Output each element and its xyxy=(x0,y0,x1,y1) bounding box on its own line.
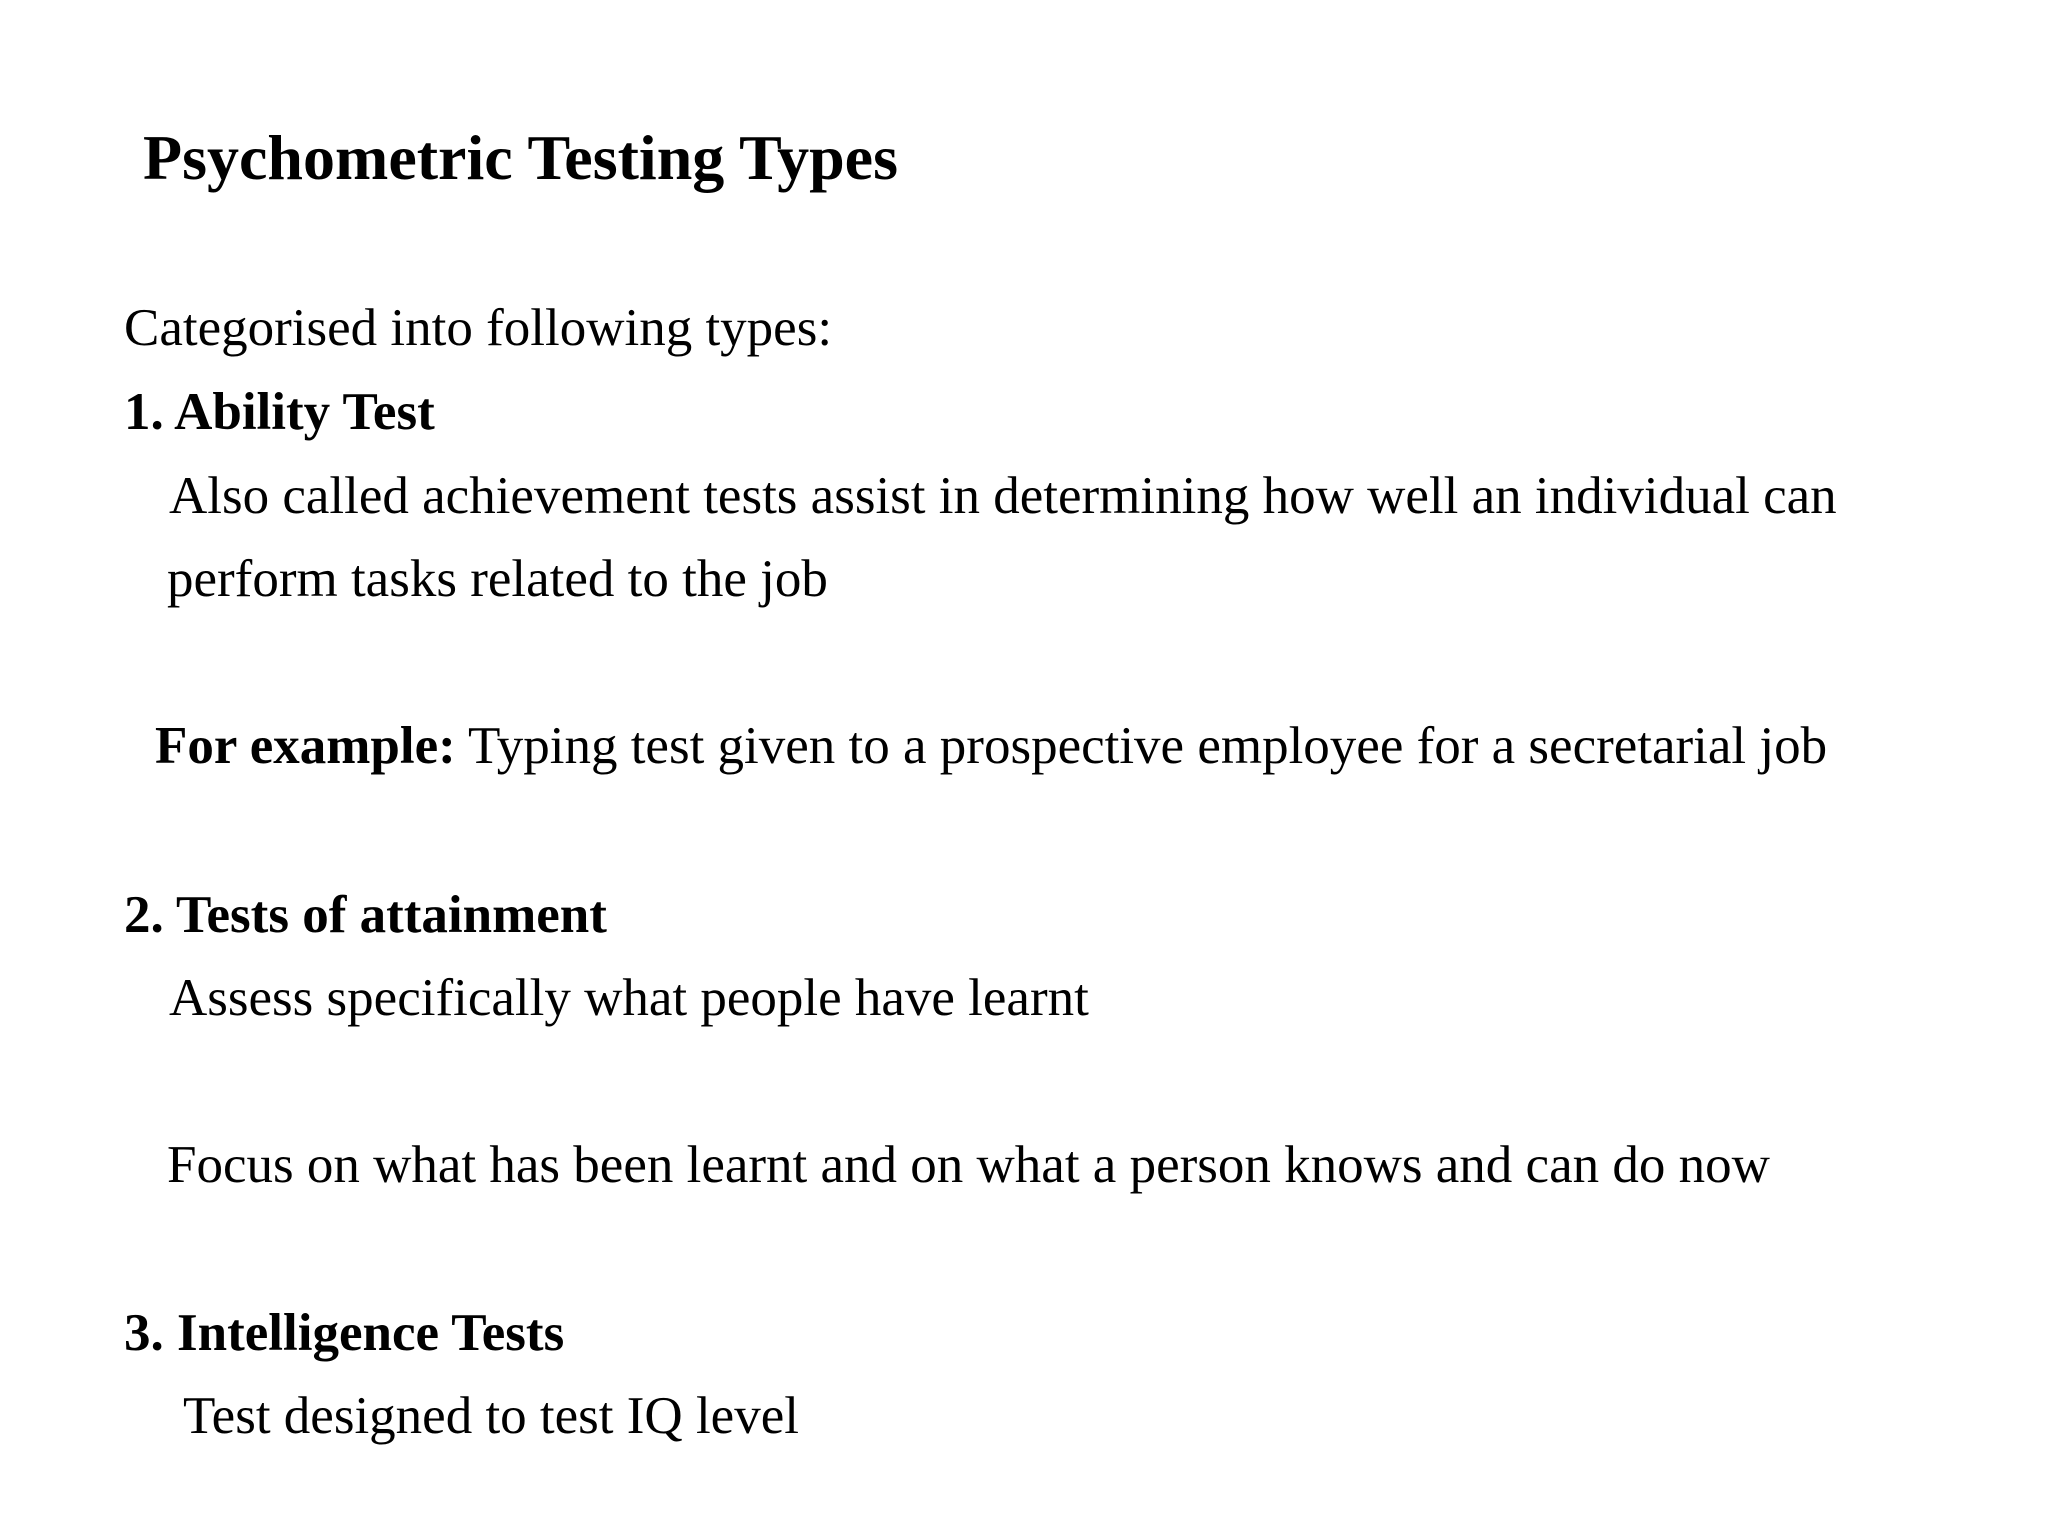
ability-test-description-line-1: Also called achievement tests assist in determining how well an individual can xyxy=(169,467,1837,525)
section-heading-tests-of-attainment: 2. Tests of attainment xyxy=(124,886,607,944)
section-heading-intelligence-tests: 3. Intelligence Tests xyxy=(124,1304,565,1362)
attainment-description-line-1: Assess specifically what people have learnt xyxy=(169,969,1089,1027)
intro-text: Categorised into following types: xyxy=(124,299,833,357)
intelligence-description: Test designed to test IQ level xyxy=(183,1387,799,1445)
attainment-description-line-2: Focus on what has been learnt and on what a person knows and can do now xyxy=(167,1136,1770,1194)
ability-test-description-line-2: perform tasks related to the job xyxy=(167,550,828,608)
example-text: Typing test given to a prospective employee for a secretarial job xyxy=(455,717,1828,775)
ability-test-example xyxy=(155,717,1828,775)
section-heading-ability-test: 1. Ability Test xyxy=(124,383,435,441)
example-label: For example: xyxy=(155,717,456,775)
slide-title: Psychometric Testing Types xyxy=(143,122,898,193)
